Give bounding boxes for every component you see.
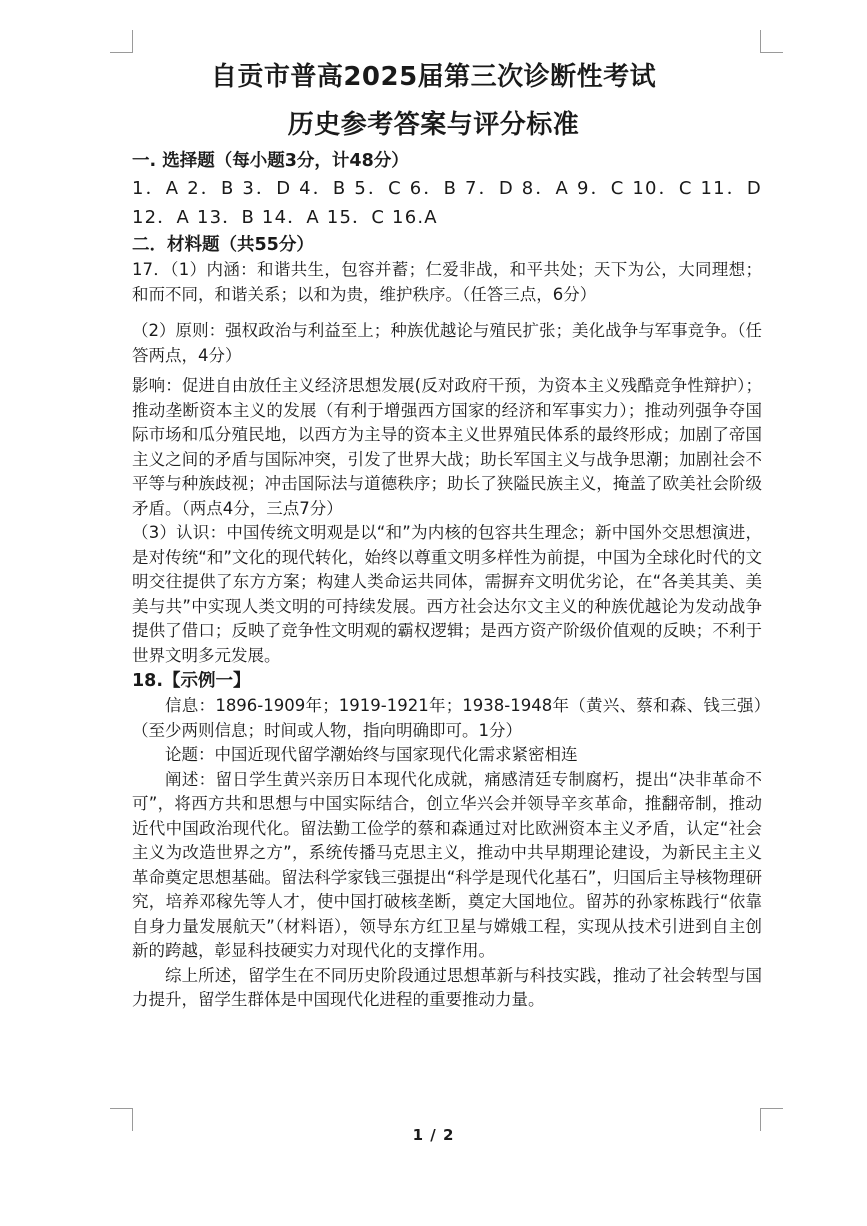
q18-argument: 阐述：留日学生黄兴亲历日本现代化成就，痛感清廷专制腐朽，提出“决非革命不可”，将西方共和思想与中国实际结合，创立华兴会并领导辛亥革命，推翻帝制，推动近代中国政治现代化。留法勤工俭学的蔡和森通过对比欧洲资本主义矛盾，认定“社会主义为改造世界之方”，系统传播马克思主义，推动中共早期理论建设，为新民主主义革命奠定思想基础。留法科学家钱三强提出“科学是现代化基石”，归国后主导核物理研究，培养邓稼先等人才，使中国打破核垄断，奠定大国地位。留苏的孙家栋践行“依靠自身力量发展航天”（材料语），领导东方红卫星与嫦娥工程，实现从技术引进到自主创新的跨越，彰显科技硬实力对现代化的支撑作用。 — [132, 769, 762, 960]
page-indicator: 1 / 2 — [412, 1126, 455, 1144]
q18-info: 信息：1896-1909年；1919-1921年；1938-1948年（黄兴、蔡和森、钱三强）（至少两则信息；时间或人物，指向明确即可。1分） — [132, 696, 762, 740]
section2-heading: 二．材料题（共55分） — [132, 235, 314, 255]
q18-summary: 综上所述，留学生在不同历史阶段通过思想革新与科技实践，推动了社会转型与国力提升，留学生群体是中国现代化进程的重要推动力量。 — [132, 965, 762, 1009]
document-title: 自贡市普高2025届第三次诊断性考试 — [210, 62, 657, 92]
document-body — [132, 148, 762, 1013]
q18-heading: 18.【示例一】 — [132, 671, 251, 691]
corner-mark-top-left — [110, 30, 133, 53]
choice-answers: 1．A 2．B 3．D 4．B 5．C 6．B 7．D 8．A 9．C 10．C 11．D 12．A 13．B 14．A 15．C 16.A — [132, 178, 762, 228]
q17-impact: 影响：促进自由放任主义经济思想发展(反对政府干预，为资本主义残酷竞争性辩护）；推动垄断资本主义的发展（有利于增强西方国家的经济和军事实力）；推动列强争夺国际市场和瓜分殖民地，以西方为主导的资本主义世界殖民体系的最终形成；加剧了帝国主义之间的矛盾与国际冲突，引发了世界大战；助长军国主义与战争思潮；加剧社会不平等与种族歧视；冲击国际法与道德秩序；助长了狭隘民族主义，掩盖了欧美社会阶级矛盾。（两点4分，三点7分） — [132, 376, 762, 518]
document-subtitle: 历史参考答案与评分标准 — [287, 110, 580, 140]
section1-heading: 一. 选择题（每小题3分，计48分） — [132, 151, 409, 171]
q17-part2: （2）原则：强权政治与利益至上；种族优越论与殖民扩张；美化战争与军事竞争。（任答两点，4分） — [132, 321, 762, 365]
q18-thesis: 论题：中国近现代留学潮始终与国家现代化需求紧密相连 — [165, 745, 578, 764]
q17-part1: 17．（1）内涵：和谐共生，包容并蓄；仁爱非战，和平共处；天下为公，大同理想；和而不同，和谐关系；以和为贵，维护秩序。（任答三点，6分） — [132, 260, 762, 304]
q17-part3: （3）认识：中国传统文明观是以“和”为内核的包容共生理念；新中国外交思想演进，是对传统“和”文化的现代转化，始终以尊重文明多样性为前提，中国为全球化时代的文明交往提供了东方方案；构建人类命运共同体，需摒弃文明优劣论，在“各美其美、美美与共”中实现人类文明的可持续发展。西方社会达尔文主义的种族优越论为发动战争提供了借口；反映了竞争性文明观的霸权逻辑；是西方资产阶级价值观的反映；不利于世界文明多元发展。 — [132, 523, 762, 665]
corner-mark-top-right — [760, 30, 783, 53]
